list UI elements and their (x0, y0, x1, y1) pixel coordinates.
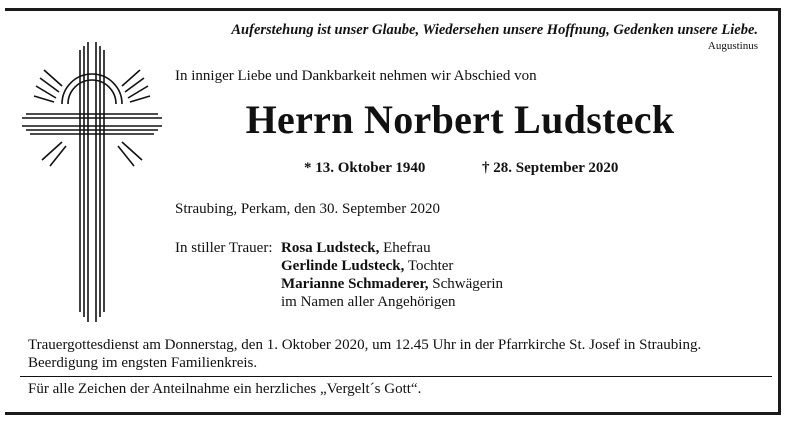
thanks-text: Für alle Zeichen der Anteilnahme ein herzliches „Vergelt´s Gott“. (28, 381, 422, 397)
service-info: Trauergottesdienst am Donnerstag, den 1. Oktober 2020, um 12.45 Uhr in der Pfarrkirche St. Josef in Straubing. (28, 337, 702, 353)
mourners-label: In stiller Trauer: (175, 240, 273, 256)
quote-text: Auferstehung ist unser Glaube, Wiedersehen unsere Hoffnung, Gedenken unsere Liebe. (231, 22, 758, 38)
divider-line (20, 376, 772, 377)
mourner-line (281, 276, 503, 293)
intro-text: In inniger Liebe und Dankbarkeit nehmen wir Abschied von (175, 68, 537, 84)
birth-date: * 13. Oktober 1940 (304, 160, 426, 176)
cross-with-sunrays-icon (22, 42, 162, 327)
burial-info: Beerdigung im engsten Familienkreis. (28, 355, 258, 371)
death-date: † 28. September 2020 (482, 160, 619, 176)
mourner-name: Rosa Ludsteck, (281, 240, 380, 256)
mourner-relation: im Namen aller Angehörigen (281, 294, 456, 310)
mourner-line (281, 240, 431, 257)
mourner-line (281, 294, 456, 311)
mourner-relation: Schwägerin (428, 276, 504, 292)
mourner-name: Marianne Schmaderer, (281, 276, 429, 292)
mourner-relation: Tochter (404, 258, 454, 274)
place-date: Straubing, Perkam, den 30. September 2020 (175, 201, 440, 217)
mourner-line (281, 258, 453, 275)
mourner-name: Gerlinde Ludsteck, (281, 258, 405, 274)
mourner-relation: Ehefrau (379, 240, 431, 256)
deceased-name: Herrn Norbert Ludsteck (245, 97, 675, 142)
quote-author: Augustinus (707, 40, 758, 52)
